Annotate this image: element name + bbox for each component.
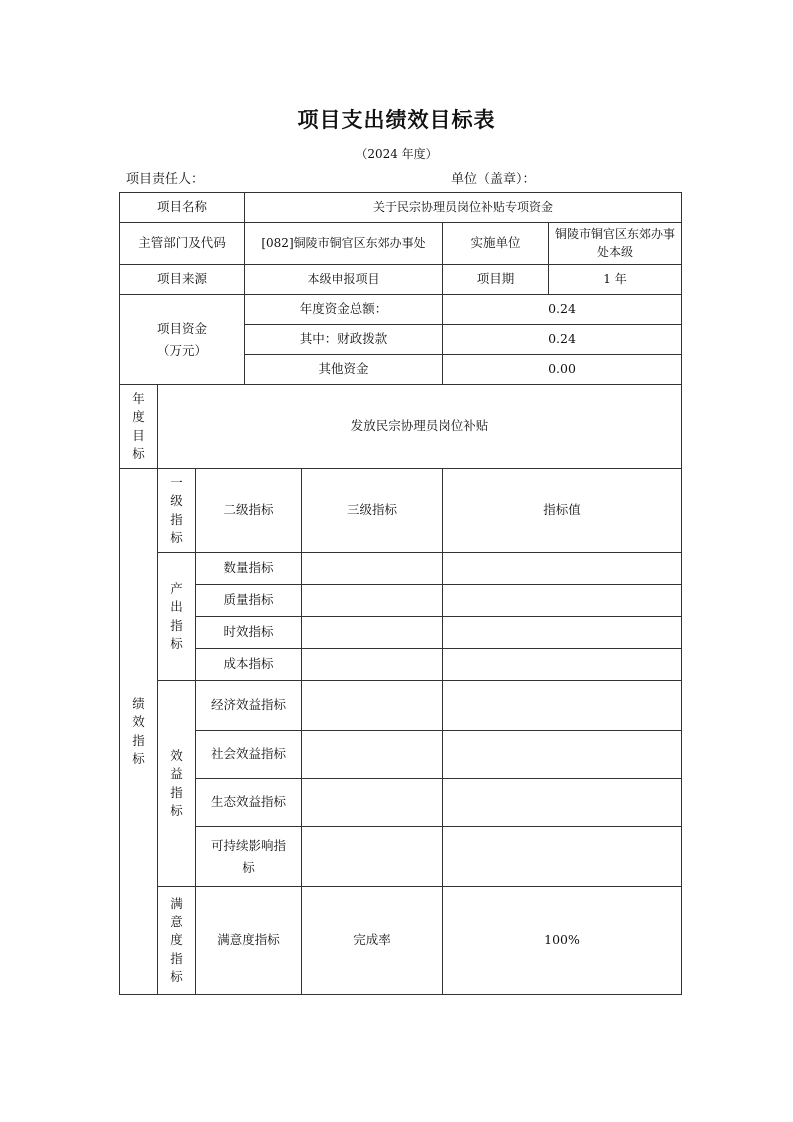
- output-item: 质量指标: [196, 585, 302, 617]
- fiscal-funds-value: 0.24: [443, 325, 682, 355]
- implementing-unit-label: 实施单位: [443, 223, 549, 265]
- benefit-item: 社会效益指标: [196, 731, 302, 779]
- output-item: 成本指标: [196, 649, 302, 681]
- responsible-person-label: 项目责任人：: [126, 172, 205, 187]
- total-funds-value: 0.24: [443, 295, 682, 325]
- satisfaction-level3: 完成率: [302, 887, 443, 995]
- page-title: 项目支出绩效目标表: [297, 108, 496, 132]
- table-row: [120, 265, 682, 295]
- annual-goal-label: 年度目标: [132, 391, 145, 461]
- table-row: [120, 731, 682, 779]
- level1-header: 一级指标: [170, 475, 183, 545]
- project-name-value: 关于民宗协理员岗位补贴专项资金: [245, 193, 682, 223]
- table-row: [120, 193, 682, 223]
- project-period-value: 1 年: [549, 265, 682, 295]
- annual-goal-content: 发放民宗协理员岗位补贴: [158, 385, 682, 469]
- output-item: 数量指标: [196, 553, 302, 585]
- satisfaction-level2: 满意度指标: [196, 887, 302, 995]
- table-row: [120, 827, 682, 887]
- project-source-value: 本级申报项目: [245, 265, 443, 295]
- table-row: [120, 585, 682, 617]
- total-funds-label: 年度资金总额：: [245, 295, 443, 325]
- department-label: 主管部门及代码: [120, 223, 245, 265]
- other-funds-value: 0.00: [443, 355, 682, 385]
- benefit-item: 经济效益指标: [196, 681, 302, 731]
- performance-goal-table: [119, 192, 682, 995]
- level2-header: 二级指标: [196, 469, 302, 553]
- project-name-label: 项目名称: [120, 193, 245, 223]
- satisfaction-value: 100%: [443, 887, 682, 995]
- level3-header: 三级指标: [302, 469, 443, 553]
- table-row: [120, 385, 682, 469]
- project-funds-label: 项目资金（万元）: [156, 321, 207, 358]
- benefit-indicators-label: 效益指标: [170, 748, 183, 818]
- other-funds-label: 其他资金: [245, 355, 443, 385]
- table-row: [120, 887, 682, 995]
- satisfaction-indicators-label: 满意度指标: [170, 896, 183, 984]
- table-row: [120, 469, 682, 553]
- benefit-item: 生态效益指标: [196, 779, 302, 827]
- implementing-unit-value: 铜陵市铜官区东郊办事处本级: [549, 223, 682, 265]
- indicator-value-header: 指标值: [443, 469, 682, 553]
- fiscal-year: （2024 年度）: [355, 147, 438, 161]
- table-row: [120, 779, 682, 827]
- table-row: [120, 681, 682, 731]
- table-row: [120, 617, 682, 649]
- fiscal-funds-label: 其中：财政拨款: [245, 325, 443, 355]
- department-value: [082]铜陵市铜官区东郊办事处: [245, 223, 443, 265]
- performance-indicators-label: 绩效指标: [132, 696, 145, 766]
- unit-seal-label: 单位（盖章）：: [451, 172, 536, 187]
- table-row: [120, 295, 682, 325]
- output-item: 时效指标: [196, 617, 302, 649]
- benefit-item: 可持续影响指标: [210, 838, 286, 875]
- table-row: [120, 223, 682, 265]
- output-indicators-label: 产出指标: [170, 581, 183, 651]
- project-period-label: 项目期: [443, 265, 549, 295]
- table-row: [120, 553, 682, 585]
- project-source-label: 项目来源: [120, 265, 245, 295]
- table-row: [120, 649, 682, 681]
